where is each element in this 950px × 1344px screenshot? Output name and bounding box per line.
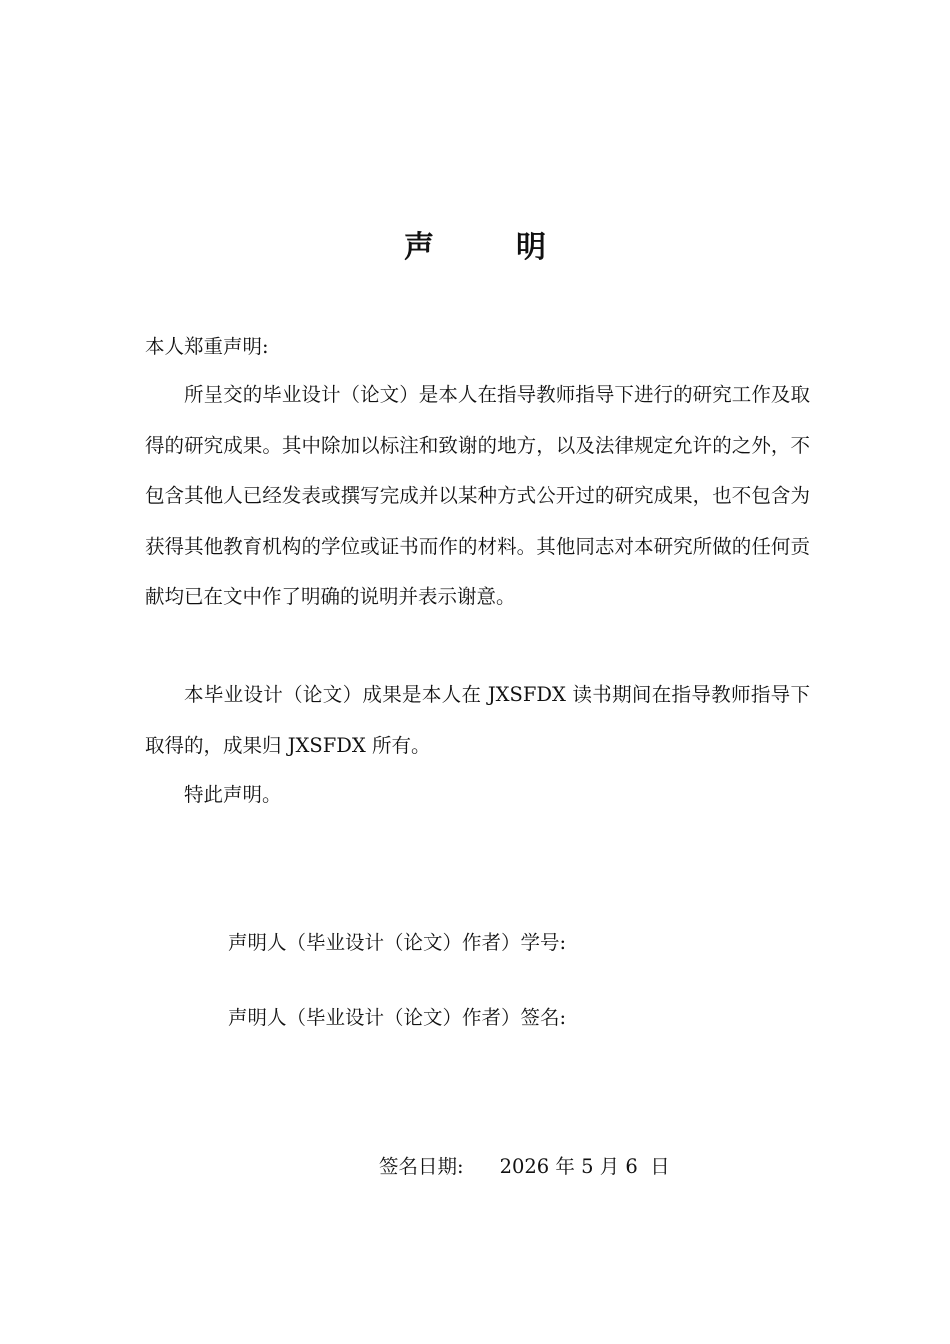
paragraph-ownership: 本毕业设计（论文）成果是本人在 JXSFDX 读书期间在指导教师指导下取得的，成果归 JXSFDX 所有。 (145, 683, 810, 757)
title-char-1: 声 (404, 230, 434, 265)
student-id-label: 声明人（毕业设计（论文）作者）学号: (228, 931, 567, 954)
signature-label: 声明人（毕业设计（论文）作者）签名: (228, 1006, 567, 1029)
page-title (0, 222, 950, 266)
paragraph-closing: 特此声明。 (184, 783, 282, 806)
date-label: 签名日期: (379, 1155, 464, 1178)
paragraph-declaration: 所呈交的毕业设计（论文）是本人在指导教师指导下进行的研究工作及取得的研究成果。其中除加以标注和致谢的地方，以及法律规定允许的之外，不包含其他人已经发表或撰写完成并以某种方式公开过的研究成果，也不包含为获得其他教育机构的学位或证书而作的材料。其他同志对本研究所做的任何贡献均已在文中作了明确的说明并表示谢意。 (145, 383, 810, 608)
signature-date (379, 1152, 670, 1182)
title-char-2: 明 (516, 230, 546, 265)
intro-line: 本人郑重声明: (145, 335, 269, 358)
date-value: 2026 年 5 月 6 日 (499, 1155, 670, 1178)
